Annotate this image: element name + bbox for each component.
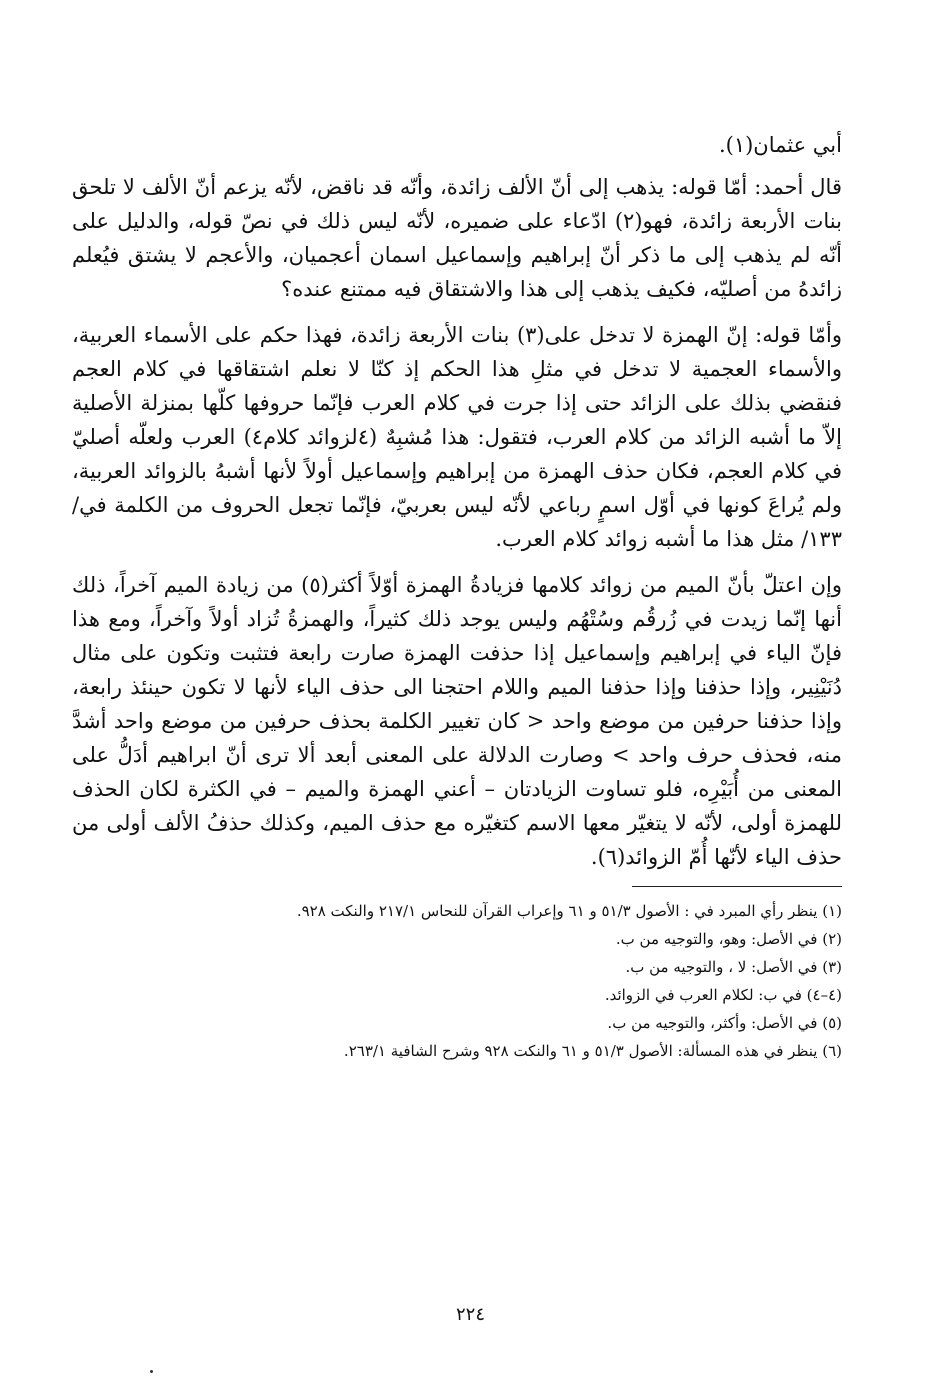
page-number: ٢٢٤ (455, 1304, 485, 1325)
page-content (72, 128, 842, 1065)
footnote-2: (٢) في الأصل: وهو، والتوجيه من ب. (615, 930, 842, 948)
footnote-4: (٤–٤) في ب: لكلام العرب في الزوائد. (604, 986, 842, 1004)
paragraph-hamza-rule: وأمّا قوله: إنّ الهمزة لا تدخل على(٣) بنات الأربعة زائدة، فهذا حكم على الأسماء العربية، والأسماء العجمية لا تدخل في مثلِ هذا الحكم إذ كنّا لا نعلم اشتقاقها في كلام العجم فنقضي بذلك على الزائد حتى إذا جرت في كلام العرب فإنّما حروفها كلّها بمنزلة الأصلية إلاّ ما أشبه الزائد من كلام العرب، فتقول: هذا مُشبِهٌ (٤لزوائد كلام٤) العرب ولعلّه أصليّ في كلام العجم، فكان حذف الهمزة من إبراهيم وإسماعيل أولاً لأنها أشبهُ بالزوائد العربية، ولم يُراعَ كونها في أوّل اسمٍ رباعي لأنّه ليس بعربيّ، فإنّما تجعل الحروف من الكلمة في/١٣٣/ مثل هذا ما أشبه زوائد كلام العرب. (72, 323, 842, 551)
footnotes (72, 897, 842, 1065)
paragraph-mim-argument: وإن اعتلّ بأنّ الميم من زوائد كلامها فزيادةُ الهمزة أوّلاً أكثر(٥) من زيادة الميم آخراً، ذلك أنها إنّما زيدت في زُرقُم وسُتْهُم وليس يوجد ذلك كثيراً، والهمزةُ تُزاد أولاً وآخراً، ومع هذا فإنّ الياء في إبراهيم وإسماعيل إذا حذفت الهمزة صارت رابعة فتثبت وتكون على مثال دُنَيْنِير، وإذا حذفنا وإذا حذفنا الميم واللام احتجنا الى حذف الياء لأنها لا تكون حينئذ رابعة، وإذا حذفنا حرفين من موضع واحد < كان تغيير الكلمة بحذف حرفين من موضع واحد أشدَّ منه، فحذف حرف واحد > وصارت الدلالة على المعنى أبعد ألا ترى أنّ ابراهيم أدَلُّ على المعنى من أُبَيْرِه، فلو تساوت الزيادتان – أعني الهمزة والميم – في الكثرة لكان الحذف للهمزة أولى، لأنّه لا يتغيّر معها الاسم كتغيّره مع حذف الميم، وكذلك حذفُ الألف أولى من حذف الياء لأنّها أُمّ الزوائد(٦). (72, 573, 842, 869)
paragraph-ahmad-reply: قال أحمد: أمّا قوله: يذهب إلى أنّ الألف زائدة، وأنّه قد ناقض، لأنّه يزعم أنّ الألف لا تلحق بنات الأربعة زائدة، فهو(٢) ادّعاء على ضميره، لأنّه ليس ذلك في نصّ قوله، والدليل على أنّه لم يذهب إلى ما ذكر أنّ إبراهيم وإسماعيل اسمان أعجميان، والأعجم لا يشتق فيُعلم زائدهُ من أصليّه، فكيف يذهب إلى هذا والاشتقاق فيه ممتنع عنده؟ (72, 175, 842, 301)
footnote-separator (632, 886, 842, 887)
footnote-6: (٦) ينظر في هذه المسألة: الأصول ٥١/٣ و ٦١ والنكت ٩٢٨ وشرح الشافية ٢٦٣/١. (343, 1042, 842, 1060)
scan-speck (150, 1370, 153, 1373)
footnote-3: (٣) في الأصل: لا ، والتوجيه من ب. (625, 958, 842, 976)
footnote-5: (٥) في الأصل: وأكثر، والتوجيه من ب. (607, 1014, 842, 1032)
paragraph-opening: أبي عثمان(١). (718, 133, 842, 157)
footnote-1: (١) ينظر رأي المبرد في : الأصول ٥١/٣ و ٦١ وإعراب القرآن للنحاس ٢١٧/١ والنكت ٩٢٨. (296, 902, 842, 920)
